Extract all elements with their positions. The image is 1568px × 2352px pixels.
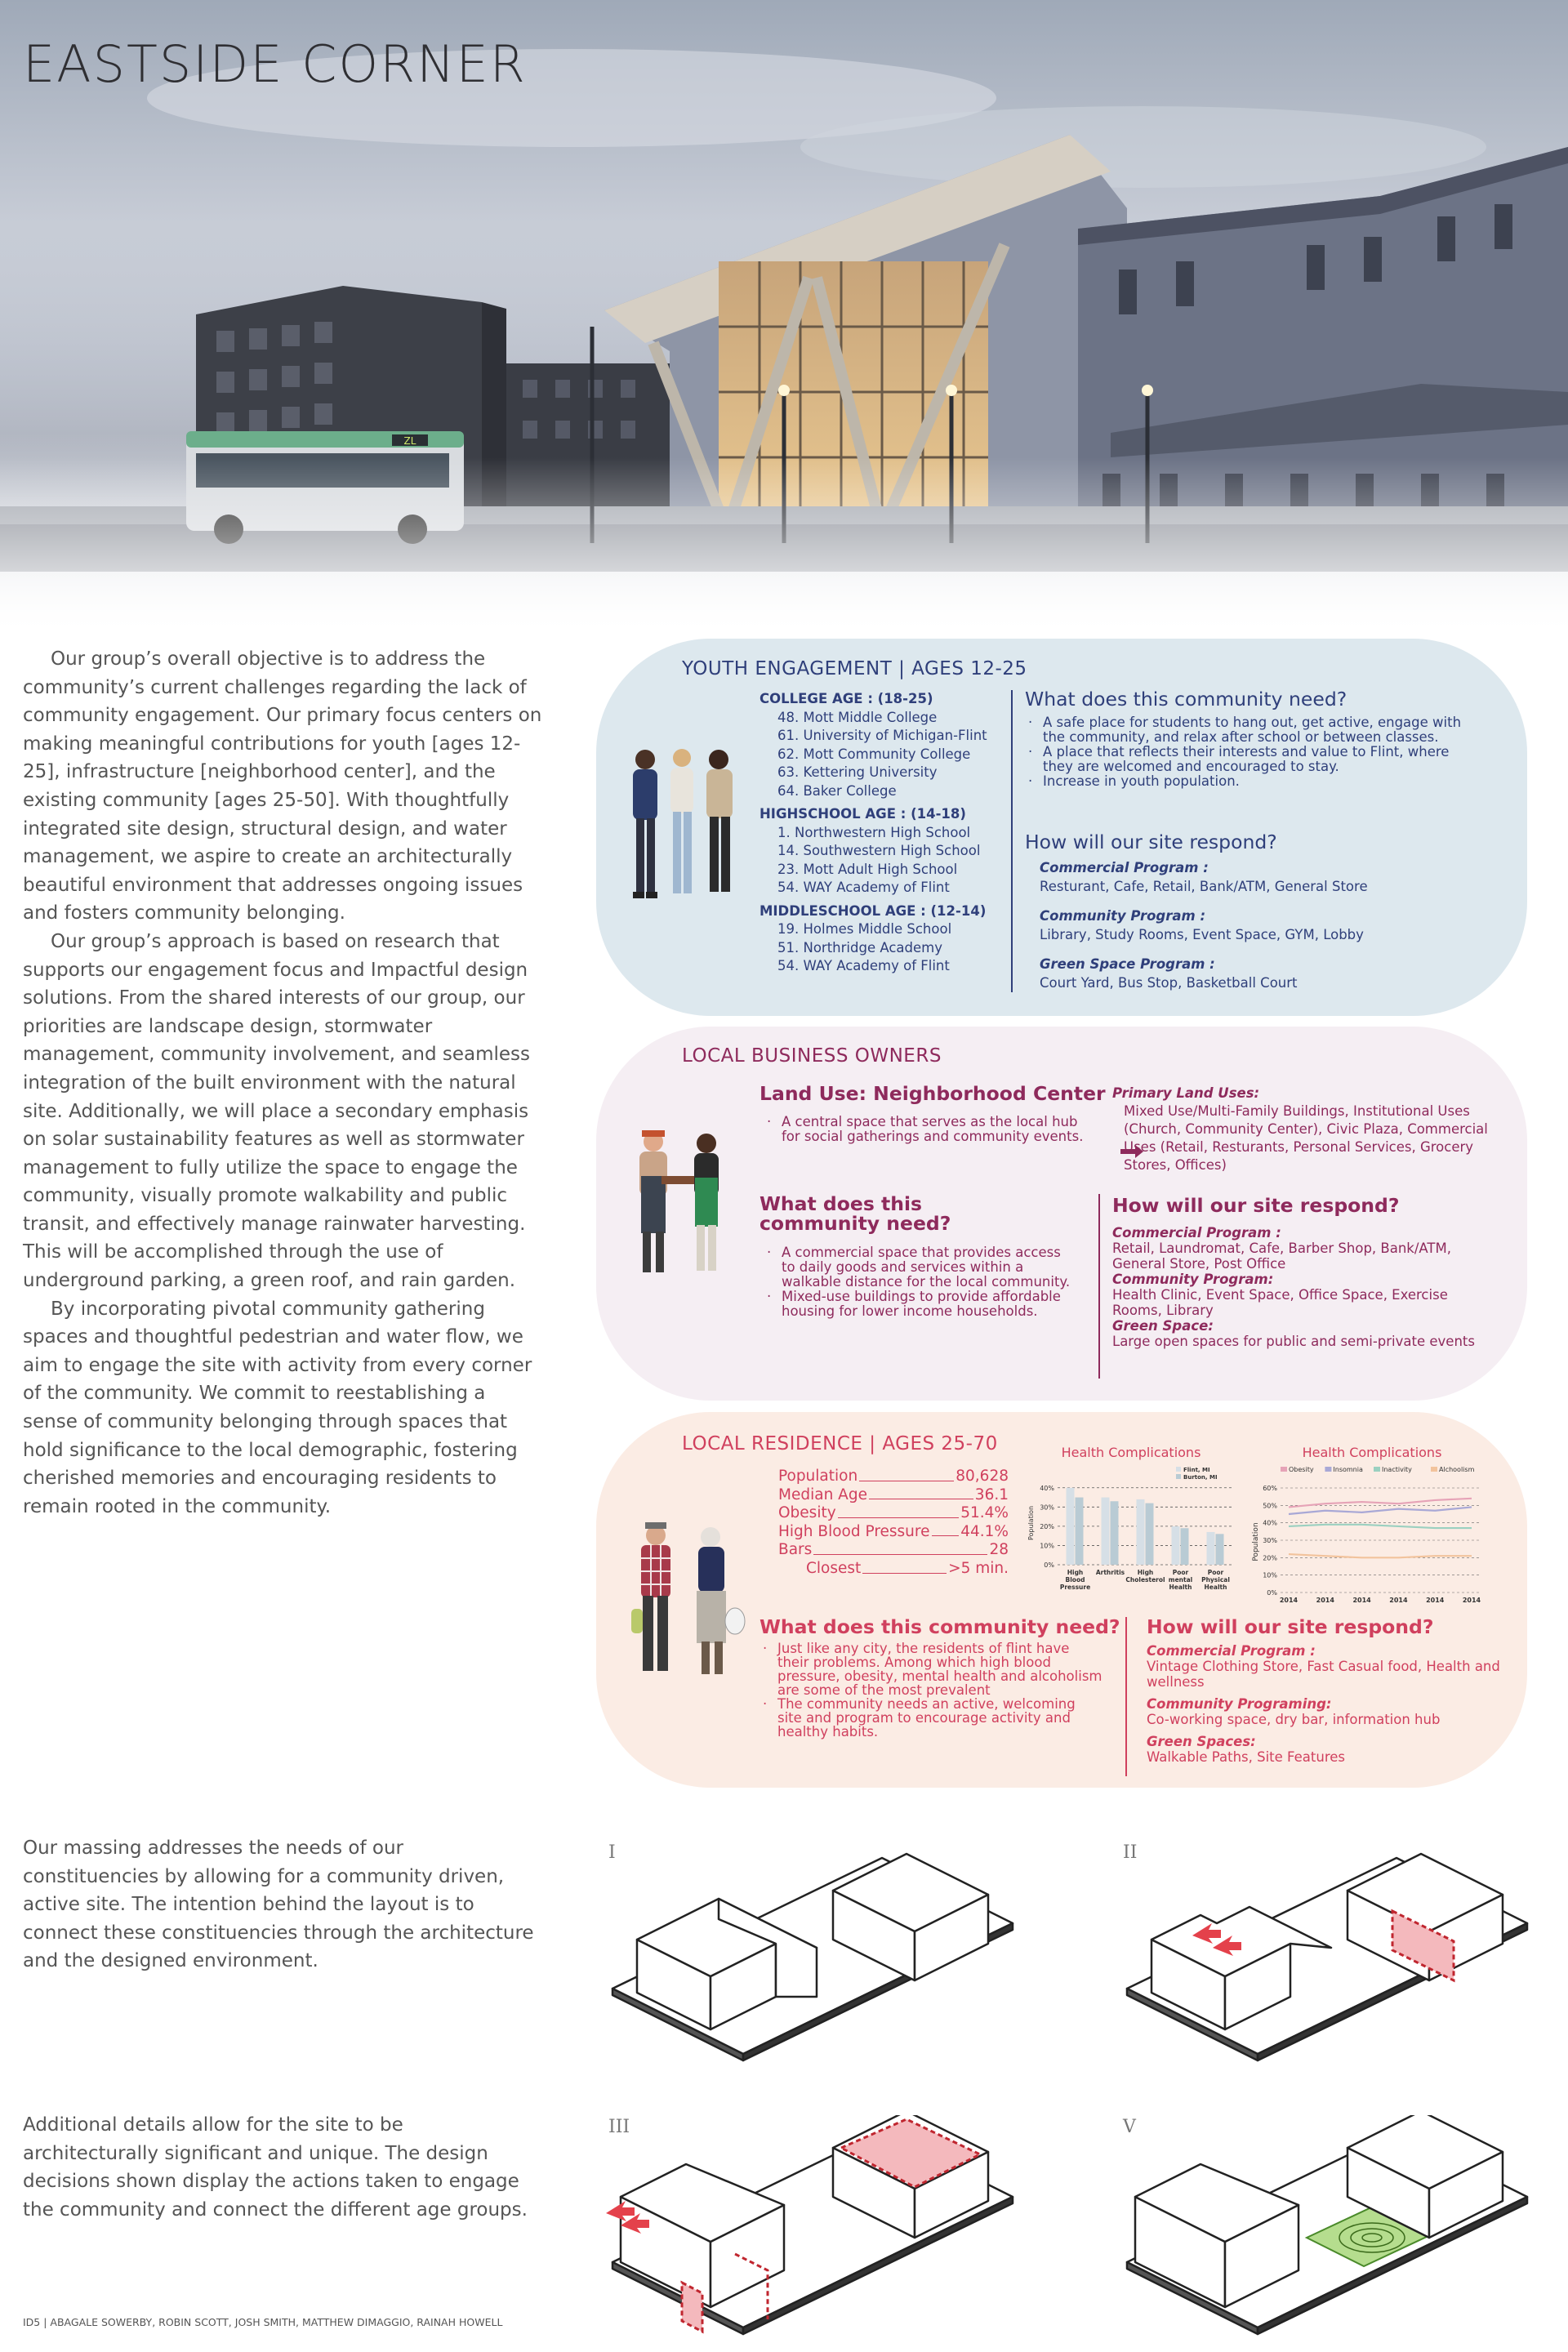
x-tick-label: 2014 xyxy=(1462,1597,1481,1604)
program-label: Green Spaces: xyxy=(1147,1734,1256,1749)
x-tick-label: Arthritis xyxy=(1095,1569,1125,1576)
details-text: Additional details allow for the site to be architecturally significant and unique. The design decisions shown display the actions taken to engage the community and connect the different age groups. xyxy=(23,2114,528,2221)
landuse-item: · A central space that serves as the local hub for social gatherings and community events. xyxy=(764,1115,1090,1144)
stat-value: 36.1 xyxy=(974,1486,1009,1503)
stat-value: 28 xyxy=(989,1541,1009,1559)
need-item: · Mixed-use buildings to provide affordable housing for lower income households. xyxy=(764,1290,1078,1319)
stat-value: 80,628 xyxy=(956,1468,1009,1485)
bar xyxy=(1146,1503,1154,1565)
x-tick-label: 2014 xyxy=(1389,1597,1408,1604)
legend-swatch xyxy=(1325,1467,1331,1472)
residents-illustration xyxy=(617,1519,755,1695)
intro-paragraph: By incorporating pivotal community gathering spaces and thoughtful pedestrian and water flow, we aim to engage the site with activity from every corner of the community. We commit to reestablishing a sense of community belonging through spaces that hold significance to the local demographic, fostering cherished memories and encouraging residents to remain rooted in the community. xyxy=(23,1298,532,1517)
y-axis-label: Population xyxy=(1252,1522,1260,1561)
residence-stats xyxy=(778,1468,1009,1579)
highschool-age-label: HIGHSCHOOL AGE : (14-18) xyxy=(760,806,966,822)
series-line xyxy=(1289,1499,1472,1508)
school-item: 61. University of Michigan-Flint xyxy=(777,728,987,743)
x-tick-label: Cholesterol xyxy=(1125,1576,1165,1584)
school-item: 64. Baker College xyxy=(777,782,897,799)
x-tick-label: 2014 xyxy=(1279,1597,1298,1604)
diagram-label: II xyxy=(1123,1842,1138,1863)
residence-programs xyxy=(1147,1643,1506,1765)
hero-rendering xyxy=(0,0,1568,637)
business-owners-illustration xyxy=(617,1127,747,1290)
y-tick-label: 30% xyxy=(1040,1503,1054,1512)
bar xyxy=(1102,1498,1110,1565)
residence-needs-list xyxy=(760,1642,1102,1739)
legend-swatch xyxy=(1176,1467,1181,1472)
program-label: Green Space: xyxy=(1112,1318,1214,1334)
program-label: Community Programing: xyxy=(1147,1696,1332,1712)
stat-label: Population xyxy=(778,1468,858,1485)
program-text: Court Yard, Bus Stop, Basketball Court xyxy=(1040,974,1298,991)
legend-label: Obesity xyxy=(1289,1466,1314,1473)
program-label: Community Program : xyxy=(1040,908,1206,924)
y-tick-label: 0% xyxy=(1044,1561,1054,1569)
legend-swatch xyxy=(1176,1474,1181,1479)
legend-swatch xyxy=(1431,1467,1437,1472)
school-item: 14. Southwestern High School xyxy=(777,843,981,858)
x-tick-label: 2014 xyxy=(1426,1597,1445,1604)
stat-label: Closest xyxy=(806,1559,862,1577)
legend-label: Alchoolism xyxy=(1439,1466,1475,1473)
school-item: 23. Mott Adult High School xyxy=(777,861,958,877)
legend-label: Inactivity xyxy=(1382,1466,1412,1473)
stat-row xyxy=(778,1504,1009,1523)
landuse-list xyxy=(764,1115,1090,1144)
business-need-heading: What does this community need? xyxy=(760,1192,951,1235)
building-rendering xyxy=(0,0,1568,637)
legend-swatch xyxy=(1374,1467,1380,1472)
program-text: Walkable Paths, Site Features xyxy=(1147,1749,1345,1765)
y-tick-label: 20% xyxy=(1263,1554,1277,1562)
youth-schools xyxy=(760,690,1004,976)
legend-label: Burton, MI xyxy=(1183,1474,1218,1481)
youth-respond-heading: How will our site respond? xyxy=(1025,831,1277,853)
program-text: Library, Study Rooms, Event Space, GYM, Lobby xyxy=(1040,926,1364,942)
x-tick-label: Health xyxy=(1169,1584,1192,1591)
y-tick-label: 20% xyxy=(1040,1522,1054,1530)
y-tick-label: 0% xyxy=(1267,1589,1277,1597)
business-heading: LOCAL BUSINESS OWNERS xyxy=(682,1045,942,1067)
y-tick-label: 10% xyxy=(1263,1571,1277,1579)
series-line xyxy=(1289,1507,1472,1514)
legend-label: Flint, MI xyxy=(1183,1467,1210,1473)
legend-swatch xyxy=(1281,1467,1287,1472)
bar xyxy=(1207,1532,1215,1565)
massing-diagram-3 xyxy=(604,2115,1029,2344)
school-item: 48. Mott Middle College xyxy=(777,709,938,725)
page-title: EASTSIDE CORNER xyxy=(23,34,527,94)
residence-need-heading: What does this community need? xyxy=(760,1615,1120,1638)
residence-respond-heading: How will our site respond? xyxy=(1147,1615,1434,1638)
stat-label: Bars xyxy=(778,1541,813,1559)
x-tick-label: Health xyxy=(1204,1584,1227,1591)
business-needs-list xyxy=(764,1245,1078,1319)
stat-label: High Blood Pressure xyxy=(778,1522,930,1540)
stat-label: Median Age xyxy=(778,1486,867,1503)
y-tick-label: 40% xyxy=(1263,1519,1277,1527)
legend-label: Insomnia xyxy=(1333,1466,1363,1473)
diagram-label: III xyxy=(608,2117,630,2137)
x-tick-label: Poor xyxy=(1207,1569,1224,1576)
x-tick-label: Poor xyxy=(1172,1569,1189,1576)
stat-value: 44.1% xyxy=(960,1522,1009,1540)
series-line xyxy=(1289,1554,1472,1557)
stat-value: >5 min. xyxy=(948,1559,1009,1577)
program-label: Commercial Program : xyxy=(1147,1643,1316,1659)
stat-label: Obesity xyxy=(778,1504,836,1522)
middleschool-age-label: MIDDLESCHOOL AGE : (12-14) xyxy=(760,902,987,919)
program-text: Vintage Clothing Store, Fast Casual food, Health and wellness xyxy=(1147,1659,1500,1690)
landuse-heading: Land Use: Neighborhood Center xyxy=(760,1082,1106,1105)
program-text: Large open spaces for public and semi-private events xyxy=(1112,1334,1475,1349)
stat-row xyxy=(778,1486,1009,1505)
x-tick-label: High xyxy=(1067,1569,1084,1576)
y-tick-label: 40% xyxy=(1040,1484,1054,1492)
divider xyxy=(1098,1194,1100,1379)
divider xyxy=(1125,1617,1127,1776)
school-item: 1. Northwestern High School xyxy=(777,824,971,840)
need-item: · Just like any city, the residents of flint have their problems. Among which high blood pressure, obesity, mental health and alcoholism are some of the most prevalent xyxy=(760,1642,1102,1697)
x-tick-label: 2014 xyxy=(1316,1597,1334,1604)
stat-row xyxy=(778,1560,1009,1579)
series-line xyxy=(1289,1525,1472,1528)
bar xyxy=(1111,1501,1119,1565)
need-item: · A place that reflects their interests and value to Flint, where they are welcomed and encouraged to stay. xyxy=(1025,745,1466,774)
bar xyxy=(1067,1488,1075,1565)
x-tick-label: mental xyxy=(1168,1576,1193,1584)
chart-title: Health Complications xyxy=(1302,1446,1442,1460)
youth-need-heading: What does this community need? xyxy=(1025,688,1348,710)
bar xyxy=(1181,1528,1189,1565)
chart-title: Health Complications xyxy=(1061,1446,1201,1460)
y-tick-label: 50% xyxy=(1263,1502,1277,1510)
youth-programs xyxy=(1040,859,1497,992)
need-item: · The community needs an active, welcoming site and program to encourage activity and healthy habits. xyxy=(760,1697,1102,1739)
massing-diagram-1 xyxy=(604,1842,1029,2062)
business-programs xyxy=(1112,1225,1488,1349)
program-label: Commercial Program : xyxy=(1040,860,1209,875)
program-text: Health Clinic, Event Space, Office Space, Exercise Rooms, Library xyxy=(1112,1287,1448,1318)
x-tick-label: 2014 xyxy=(1352,1597,1371,1604)
credits: ID5 | ABAGALE SOWERBY, ROBIN SCOTT, JOSH SMITH, MATTHEW DIMAGGIO, RAINAH HOWELL xyxy=(23,2316,503,2328)
school-item: 54. WAY Academy of Flint xyxy=(777,880,950,895)
massing-diagram-2 xyxy=(1119,1842,1544,2062)
bus-sign: ZL xyxy=(403,435,416,447)
bar xyxy=(1076,1498,1084,1565)
stat-row xyxy=(778,1541,1009,1560)
program-text: Retail, Laundromat, Cafe, Barber Shop, Bank/ATM, General Store, Post Office xyxy=(1112,1241,1451,1272)
primary-land-uses-label: Primary Land Uses: xyxy=(1112,1085,1260,1101)
x-tick-label: Physical xyxy=(1201,1576,1230,1584)
primary-land-uses-text: Mixed Use/Multi-Family Buildings, Institutional Uses (Church, Community Center), Civic Plaza, Commercial Uses (Retail, Resturants, Personal Services, Grocery Stores, Offices) xyxy=(1124,1103,1488,1173)
need-item: · A commercial space that provides access to daily goods and services within a walkable distance for the local community. xyxy=(764,1245,1078,1290)
stat-row xyxy=(778,1523,1009,1542)
need-item: · A safe place for students to hang out, get active, engage with the community, and relax after school or between classes. xyxy=(1025,715,1466,745)
stat-row xyxy=(778,1468,1009,1486)
massing-diagram-5 xyxy=(1119,2115,1544,2344)
residence-heading: LOCAL RESIDENCE | AGES 25-70 xyxy=(682,1433,998,1454)
primary-land-uses xyxy=(1112,1085,1488,1174)
school-item: 54. WAY Academy of Flint xyxy=(777,958,950,973)
x-tick-label: Blood xyxy=(1065,1576,1085,1584)
intro-paragraph: Our group’s overall objective is to address the community’s current challenges regarding the lack of community engagement. Our primary focus centers on making meaningful contributions for youth [ages 12-25], infrastructure [neighborhood center], and the existing community [ages 25-50]. With thoughtfully integrated site design, structural design, and water management, we aspire to create an architecturally beautiful environment that addresses ongoing issues and fosters community belonging. xyxy=(23,648,542,924)
youth-figures-illustration xyxy=(617,743,747,915)
youth-needs-list xyxy=(1025,715,1466,789)
divider xyxy=(1011,690,1013,992)
need-item: · Increase in youth population. xyxy=(1025,774,1466,789)
health-bar-chart xyxy=(1025,1446,1241,1609)
youth-heading: YOUTH ENGAGEMENT | AGES 12-25 xyxy=(682,658,1027,679)
college-age-label: COLLEGE AGE : (18-25) xyxy=(760,691,933,706)
x-tick-label: High xyxy=(1137,1569,1154,1576)
health-line-chart xyxy=(1250,1446,1486,1609)
y-axis-label: Population xyxy=(1027,1505,1035,1541)
diagram-label: V xyxy=(1123,2117,1136,2137)
bar xyxy=(1172,1526,1180,1565)
program-text: Co-working space, dry bar, information hub xyxy=(1147,1712,1441,1727)
massing-text: Our massing addresses the needs of our constituencies by allowing for a community driven, active site. The intention behind the layout is to connect these constituencies through the architecture and the designed environment. xyxy=(23,1838,534,1972)
intro-paragraph: Our group’s approach is based on research that supports our engagement focus and Impactful design solutions. From the shared interests of our group, our priorities are landscape design, stormwater management, community involvement, and seamless integration of the built environment with the natural site. Additionally, we will place a secondary emphasis on solar sustainability features as well as stormwater management to fully utilize the space to engage the community, visually promote walkability and public transit, and effectively manage rainwater harvesting. This will be accomplished through the use of underground parking, a green roof, and rain garden. xyxy=(23,930,530,1292)
x-tick-label: Pressure xyxy=(1059,1584,1091,1591)
school-item: 63. Kettering University xyxy=(777,764,938,780)
business-respond-heading: How will our site respond? xyxy=(1112,1194,1400,1217)
program-text: Resturant, Cafe, Retail, Bank/ATM, General Store xyxy=(1040,878,1368,894)
bar xyxy=(1216,1534,1224,1565)
bar xyxy=(1137,1499,1145,1565)
program-label: Green Space Program : xyxy=(1040,956,1215,972)
school-item: 19. Holmes Middle School xyxy=(777,921,952,937)
school-item: 51. Northridge Academy xyxy=(777,939,942,956)
school-item: 62. Mott Community College xyxy=(777,746,971,762)
program-label: Commercial Program : xyxy=(1112,1225,1281,1241)
stat-value: 51.4% xyxy=(960,1504,1009,1522)
diagram-label: I xyxy=(608,1842,616,1863)
intro-text xyxy=(23,645,546,1521)
program-label: Community Program: xyxy=(1112,1272,1274,1287)
y-tick-label: 60% xyxy=(1263,1485,1277,1492)
y-tick-label: 30% xyxy=(1263,1537,1277,1544)
y-tick-label: 10% xyxy=(1040,1542,1054,1550)
